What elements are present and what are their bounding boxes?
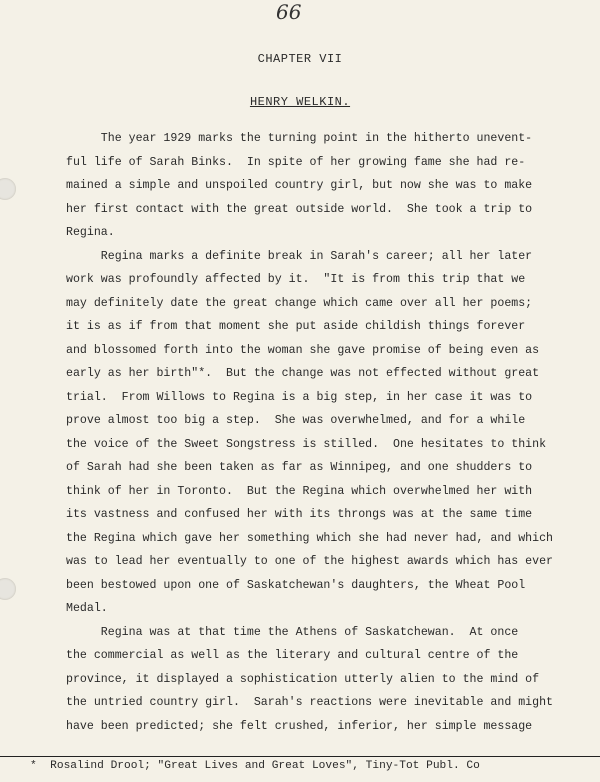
text-line: Medal.	[66, 602, 108, 615]
page-number: 66	[276, 0, 302, 24]
text-line: Regina marks a definite break in Sarah's career; all her later	[66, 249, 533, 263]
text-line: her first contact with the great outside world. She took a trip to	[66, 202, 533, 216]
text-line: early as her birth"*. But the change was not effected without great	[66, 367, 540, 380]
text-line: the Regina which gave her something which she had never had, and which	[66, 531, 554, 545]
text-line: may definitely date the great change which came over all her poems;	[66, 296, 533, 310]
text-line: its vastness and confused her with its throngs was at the same time	[66, 508, 533, 521]
punch-hole	[0, 178, 16, 200]
text-line: it is as if from that moment she put aside childish things forever	[66, 320, 526, 333]
text-line: Regina was at that time the Athens of Saskatchewan. At once	[66, 625, 519, 639]
text-line: mained a simple and unspoiled country girl, but now she was to make	[66, 179, 533, 192]
text-line: was to lead her eventually to one of the highest awards which has ever	[66, 555, 554, 568]
punch-hole	[0, 578, 16, 600]
text-line: and blossomed forth into the woman she gave promise of being even as	[66, 343, 540, 357]
text-line: been bestowed upon one of Saskatchewan's daughters, the Wheat Pool	[66, 578, 526, 592]
text-line: work was profoundly affected by it. "It is from this trip that we	[66, 273, 526, 286]
chapter-title: CHAPTER VII	[257, 52, 343, 66]
body-text	[66, 127, 566, 738]
footnote-rule	[0, 756, 600, 757]
text-line: have been predicted; she felt crushed, inferior, her simple message	[66, 719, 533, 733]
section-heading: HENRY WELKIN.	[249, 95, 351, 109]
text-line: The year 1929 marks the turning point in the hitherto unevent-	[66, 132, 533, 145]
text-line: the untried country girl. Sarah's reactions were inevitable and might	[66, 696, 554, 709]
text-line: the voice of the Sweet Songstress is stilled. One hesitates to think	[66, 437, 547, 451]
text-line: think of her in Toronto. But the Regina which overwhelmed her with	[66, 484, 533, 498]
text-line: Regina.	[66, 226, 115, 239]
text-line: ful life of Sarah Binks. In spite of her growing fame she had re-	[66, 155, 526, 169]
text-line: trial. From Willows to Regina is a big step, in her case it was to	[66, 390, 533, 404]
text-line: prove almost too big a step. She was overwhelmed, and for a while	[66, 414, 526, 427]
text-line: province, it displayed a sophistication utterly alien to the mind of	[66, 672, 540, 686]
text-line: of Sarah had she been taken as far as Winnipeg, and one shudders to	[66, 461, 533, 474]
text-line: the commercial as well as the literary and cultural centre of the	[66, 649, 519, 662]
footnote: * Rosalind Drool; "Great Lives and Great Loves", Tiny-Tot Publ. Co	[30, 760, 480, 772]
